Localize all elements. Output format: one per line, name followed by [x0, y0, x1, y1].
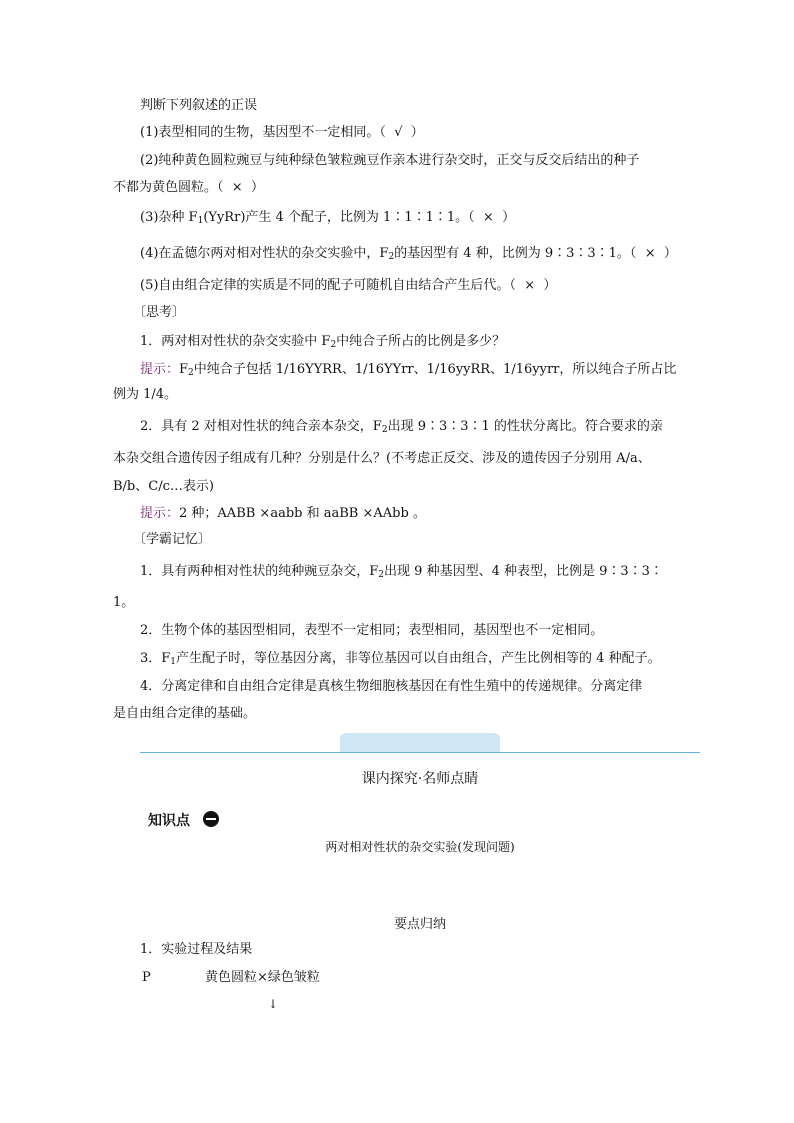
knowledge-point-label: 知识点 — [148, 813, 190, 829]
thinking-a1-line1: 提示：$F_2$中纯合子包括 1/16YYRR、1/16YYrr、1/16yyRR、1/16yyrr，所以纯合子所占比 — [140, 362, 677, 378]
number-one-circle-icon — [203, 811, 219, 827]
judge-item-2-line1: (2)纯种黄色圆粒豌豆与纯种绿色皱粒豌豆作亲本进行杂交时，正交与反交后结出的种子 — [140, 153, 640, 168]
cross-mark: × — [482, 210, 494, 225]
parent-generation-label: P — [142, 970, 151, 985]
memory-header: 〔学霸记忆〕 — [133, 532, 212, 547]
memory-2: 2．生物个体的基因型相同，表型不一定相同；表型相同，基因型也不一定相同。 — [140, 623, 604, 638]
cross-mark: × — [231, 180, 243, 195]
memory-4-line1: 4．分离定律和自由组合定律是真核生物细胞核基因在有性生殖中的传递规律。分离定律 — [140, 679, 643, 694]
judge-title: 判断下列叙述的正误 — [140, 98, 258, 113]
thinking-a2: 提示：2 种；AABB ×aabb 和 aaBB ×AAbb 。 — [140, 506, 426, 521]
cross-mark: × — [524, 278, 536, 293]
thinking-a1-line2: 例为 1/4。 — [113, 387, 178, 402]
memory-1-line2: 1。 — [113, 595, 135, 610]
judge-item-1: (1)表型相同的生物，基因型不一定相同。（ √ ） — [140, 125, 424, 140]
section-banner-title: 课内探究·名师点睛 — [361, 771, 479, 787]
down-arrow-icon: ↓ — [268, 997, 279, 1011]
hint-label: 提示： — [140, 362, 180, 377]
topic-title: 两对相对性状的杂交实验(发现问题) — [325, 840, 515, 854]
thinking-q2-line1: 2．具有 2 对相对性状的纯合亲本杂交，$F_2$出现 9∶3∶3∶1 的性状分离比。符合要求的亲 — [140, 419, 663, 435]
judge-item-5: (5)自由组合定律的实质是不同的配子可随机自由结合产生后代。（ × ） — [140, 278, 557, 293]
memory-1-line1: 1．具有两种相对性状的纯种豌豆杂交，$F_2$出现 9 种基因型、4 种表型，比例是 9∶3∶3∶ — [140, 564, 663, 580]
check-mark: √ — [394, 125, 403, 140]
cross-expression: 黄色圆粒×绿色皱粒 — [205, 970, 320, 985]
summary-title: 要点归纳 — [393, 917, 446, 932]
memory-4-line2: 是自由组合定律的基础。 — [113, 706, 257, 721]
thinking-q2-line3: B/b、C/c…表示) — [113, 479, 214, 494]
cross-mark: × — [644, 246, 656, 261]
judge-item-2-line2: 不都为黄色圆粒。（ × ） — [113, 180, 264, 195]
memory-3: 3．$F_1$产生配子时，等位基因分离，非等位基因可以自由组合，产生比例相等的 4 种配子。 — [140, 651, 661, 667]
section-banner-tab — [340, 733, 500, 753]
section-divider — [140, 752, 700, 753]
step-1-title: 1．实验过程及结果 — [140, 942, 253, 957]
judge-item-3: (3)杂种 $F_1(YyRr)$产生 4 个配子，比例为 1∶1∶1∶1。（ × ） — [140, 210, 516, 226]
thinking-q2-line2: 本杂交组合遗传因子组成有几种？分别是什么？(不考虑正反交、涉及的遗传因子分别用 A/a、 — [113, 451, 651, 466]
judge-item-4: (4)在孟德尔两对相对性状的杂交实验中，$F_2$的基因型有 4 种，比例为 9∶3∶3∶1。（ × ） — [140, 246, 677, 262]
thinking-q1: 1．两对相对性状的杂交实验中 $F_2$中纯合子所占的比例是多少？ — [140, 334, 506, 350]
thinking-header: 〔思考〕 — [133, 305, 186, 320]
hint-label: 提示： — [140, 506, 180, 521]
